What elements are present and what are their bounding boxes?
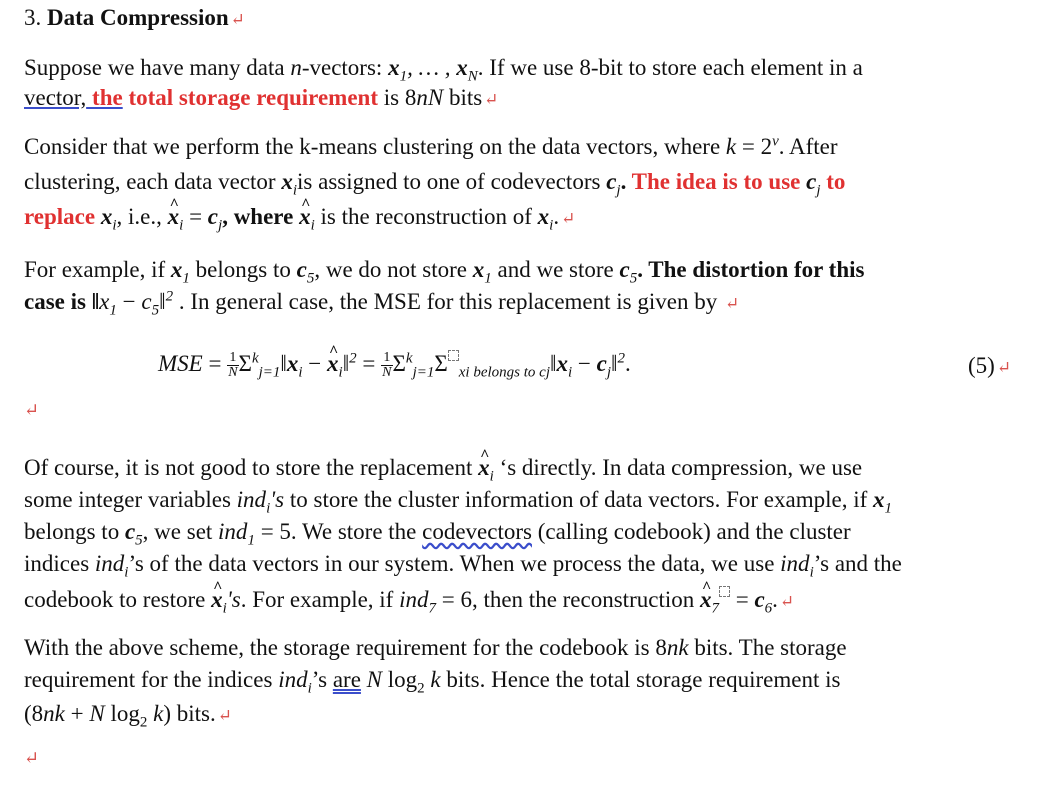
subscript: j <box>616 182 621 199</box>
p4-line-1 <box>24 454 863 485</box>
sum-symbol: Σ <box>434 351 448 376</box>
math-c: c <box>806 169 817 194</box>
subscript: i <box>549 217 554 234</box>
return-mark-icon: ↵ <box>779 592 795 611</box>
text: Of course, it is not good to store the replacement <box>24 455 479 480</box>
p5-line-2 <box>24 666 841 697</box>
subscript: xi belongs to cj <box>458 364 550 381</box>
subscript: 6 <box>764 600 773 617</box>
text: ‘s directly <box>493 455 591 480</box>
text: . For example, if <box>240 587 400 612</box>
text: . <box>624 351 631 376</box>
subscript: 2 <box>139 714 148 731</box>
math-x: x <box>456 55 468 80</box>
text: the <box>86 85 123 110</box>
text: . <box>553 204 560 229</box>
p2-line-1 <box>24 133 838 161</box>
denominator: N <box>382 365 392 381</box>
subscript: i <box>567 364 573 381</box>
subscript: i <box>112 217 117 234</box>
subscript: N <box>467 68 478 85</box>
superscript: 2 <box>349 350 357 367</box>
math-x: x <box>100 204 113 229</box>
text: ‖ <box>280 351 287 376</box>
highlight-text: total storage requirement <box>122 85 378 110</box>
text: . We store the <box>290 519 423 544</box>
math-x: x <box>286 351 299 376</box>
math-c: c <box>619 257 630 282</box>
text: . In data compression, we use <box>590 455 863 480</box>
text: = 5 <box>254 519 291 544</box>
text: , … , <box>407 55 457 80</box>
math: 8 <box>655 635 667 660</box>
p4-line-5 <box>24 586 794 616</box>
subscript: i <box>124 564 129 581</box>
superscript: v <box>772 133 779 150</box>
sum-symbol: Σ <box>238 351 252 376</box>
math-x-hat: ^ x <box>168 203 180 231</box>
math: N <box>89 701 105 726</box>
text: . If we use 8-bit to store each element in a <box>477 55 863 80</box>
section-title: Data Compression <box>47 5 229 30</box>
math: MSE <box>158 351 203 376</box>
math-c: c <box>754 587 765 612</box>
placeholder-box-icon <box>719 586 730 597</box>
text: = <box>729 587 755 612</box>
return-mark-icon: ↵ <box>484 90 499 109</box>
text: (5) <box>968 353 995 378</box>
math-x-hat: ^ x <box>211 586 223 614</box>
return-mark-icon: ↵ <box>996 358 1012 377</box>
grammar-word: are <box>332 667 361 692</box>
math: 's <box>226 587 241 612</box>
text: With the above scheme, the storage requirement for the codebook is <box>24 635 656 660</box>
text: . The distortion for this <box>637 257 865 282</box>
text: ) bits. <box>163 701 216 726</box>
text: log <box>104 701 140 726</box>
text: bits <box>443 85 483 110</box>
subscript: 7 <box>428 600 436 617</box>
return-mark-icon: ↵ <box>217 706 232 725</box>
text: = 2 <box>736 134 773 159</box>
text: = <box>356 351 382 376</box>
fraction <box>381 351 392 380</box>
p1-line-1 <box>24 54 863 85</box>
text: log <box>382 667 418 692</box>
subscript: j=1 <box>412 364 435 381</box>
math-c: c <box>124 519 136 544</box>
text: Consider that we perform the k-means clustering on the data vectors, where <box>24 134 726 159</box>
placeholder-box-icon <box>448 350 459 361</box>
subscript: i <box>222 600 227 617</box>
text: = <box>183 204 208 229</box>
math-n: n <box>290 55 302 80</box>
subscript: i <box>179 217 184 234</box>
highlight-text: to <box>820 169 846 194</box>
math-ind: ind <box>399 587 429 612</box>
math-x-hat: ^ x <box>327 350 339 378</box>
text: = <box>202 351 228 376</box>
math-x: x <box>472 257 485 282</box>
text: -vectors: <box>301 55 389 80</box>
return-mark-icon: ↵ <box>24 400 40 420</box>
text: , i.e., <box>116 204 168 229</box>
subscript: i <box>292 182 298 199</box>
text: + <box>64 701 90 726</box>
text: bits. Hence the total storage requirement is <box>440 667 841 692</box>
math-c: c <box>141 289 152 314</box>
text: vector, <box>24 85 87 110</box>
text: clustering, each data vector <box>24 169 282 194</box>
text: and we store <box>491 257 620 282</box>
math-x-hat: ^ x <box>299 203 311 231</box>
text: ‖ <box>611 351 618 376</box>
equation-5 <box>158 350 631 380</box>
text: to store the cluster information of data vectors. For example, if <box>284 487 873 512</box>
math: nk <box>666 635 689 660</box>
subscript: 5 <box>629 270 638 287</box>
subscript: 2 <box>417 680 425 697</box>
text: Suppose we have many data <box>24 55 291 80</box>
text: . <box>620 169 632 194</box>
numerator: 1 <box>381 351 392 366</box>
p2-line-2 <box>24 168 846 199</box>
text: ’s of the data vectors in our system. When we process the data, we use <box>128 551 781 576</box>
subscript: 1 <box>182 270 190 287</box>
math-c: c <box>296 257 307 282</box>
text: (8 <box>24 701 44 726</box>
text: requirement for the indices <box>24 667 279 692</box>
equation-number <box>968 352 1011 382</box>
section-heading <box>24 4 245 34</box>
text: indices <box>24 551 95 576</box>
math-x: x <box>281 169 293 194</box>
math: nN <box>416 85 444 110</box>
text: = 6, then the reconstruction <box>435 587 700 612</box>
math: 8 <box>404 85 417 110</box>
text: − <box>302 351 328 376</box>
math-x: x <box>556 351 568 376</box>
p5-line-1 <box>24 634 847 662</box>
subscript: i <box>298 364 303 381</box>
p2-line-3 <box>24 203 575 233</box>
math-ind: ind <box>218 519 248 544</box>
subscript: i <box>307 680 312 697</box>
p4-line-3 <box>24 518 851 549</box>
subscript: j <box>816 182 821 199</box>
subscript: i <box>338 364 343 381</box>
sum-symbol: Σ <box>392 351 406 376</box>
text: is <box>378 85 405 110</box>
text: . <box>772 587 778 612</box>
subscript: i <box>489 468 494 485</box>
text: . In general case, the MSE for this replacement is given by <box>173 289 723 314</box>
text: is the reconstruction of <box>314 204 538 229</box>
math-x-hat: ^ x <box>700 586 712 614</box>
section-number: 3. <box>24 5 42 30</box>
p3-line-1 <box>24 256 865 287</box>
text: − <box>572 351 597 376</box>
math-ind: ind <box>278 667 308 692</box>
text: ’s <box>311 667 333 692</box>
highlight-text: The idea is to use <box>631 169 807 194</box>
text: belongs to <box>189 257 297 282</box>
text: ‖ <box>159 289 166 314</box>
p4-line-2 <box>24 486 892 517</box>
p4-line-4 <box>24 550 902 581</box>
p3-line-2 <box>24 288 739 318</box>
return-mark-icon: ↵ <box>230 10 245 29</box>
math: nk <box>43 701 65 726</box>
text: belongs to <box>24 519 125 544</box>
text: , where <box>222 204 300 229</box>
text: , we set <box>142 519 219 544</box>
math-x: x <box>388 55 400 80</box>
superscript: k <box>405 350 413 367</box>
math: k <box>424 667 441 692</box>
subscript: 7 <box>711 600 719 617</box>
text: case is ‖ <box>24 289 100 314</box>
subscript: 1 <box>109 302 117 319</box>
p1-line-2 <box>24 84 498 114</box>
text: ’s and the <box>813 551 902 576</box>
return-mark-icon: ↵ <box>561 209 576 228</box>
subscript: i <box>809 564 814 581</box>
math-ind: ind <box>94 551 125 576</box>
subscript: 1 <box>484 270 492 287</box>
subscript: 1 <box>247 532 255 549</box>
text: ‖ <box>549 351 557 376</box>
math-x-hat: ^ x <box>478 454 490 482</box>
subscript: i <box>266 500 271 517</box>
numerator: 1 <box>227 351 238 366</box>
text: . After <box>778 134 838 159</box>
math-x: x <box>99 289 110 314</box>
subscript: i <box>310 217 315 234</box>
math-c: c <box>606 169 617 194</box>
math-ind: ind <box>236 487 267 512</box>
math-ind: ind <box>780 551 810 576</box>
text: − <box>116 289 142 314</box>
math-x: x <box>873 487 885 512</box>
superscript: 2 <box>165 288 174 305</box>
denominator: N <box>228 365 238 381</box>
math: N <box>366 667 383 692</box>
math-c: c <box>596 351 607 376</box>
math-x: x <box>537 204 550 229</box>
subscript: j <box>606 364 611 381</box>
return-mark-icon: ↵ <box>24 748 40 768</box>
superscript: k <box>251 350 259 367</box>
text: For example, if <box>24 257 171 282</box>
subscript: 5 <box>306 270 315 287</box>
text: ‖ <box>342 351 350 376</box>
subscript: 1 <box>884 500 892 517</box>
math: 's <box>270 487 285 512</box>
return-mark-icon: ↵ <box>724 294 740 313</box>
text: codebook to restore <box>24 587 212 612</box>
text: some integer variables <box>24 487 237 512</box>
p5-line-3 <box>24 700 232 730</box>
subscript: j=1 <box>258 364 281 381</box>
math-k: k <box>725 134 737 159</box>
text: bits. The storage <box>688 635 847 660</box>
math-c: c <box>207 204 219 229</box>
fraction <box>227 351 238 380</box>
spellcheck-word: codevectors <box>422 519 532 544</box>
text: , we do not store <box>314 257 473 282</box>
highlight-text: replace <box>24 204 101 229</box>
math: k <box>147 701 164 726</box>
subscript: 5 <box>135 532 143 549</box>
text: (calling codebook) and the cluster <box>531 519 851 544</box>
superscript: 2 <box>617 350 625 367</box>
subscript: 1 <box>399 68 408 85</box>
subscript: 5 <box>151 302 160 319</box>
math-x: x <box>170 257 183 282</box>
text: is assigned to one of codevectors <box>297 169 607 194</box>
subscript: j <box>218 217 223 234</box>
